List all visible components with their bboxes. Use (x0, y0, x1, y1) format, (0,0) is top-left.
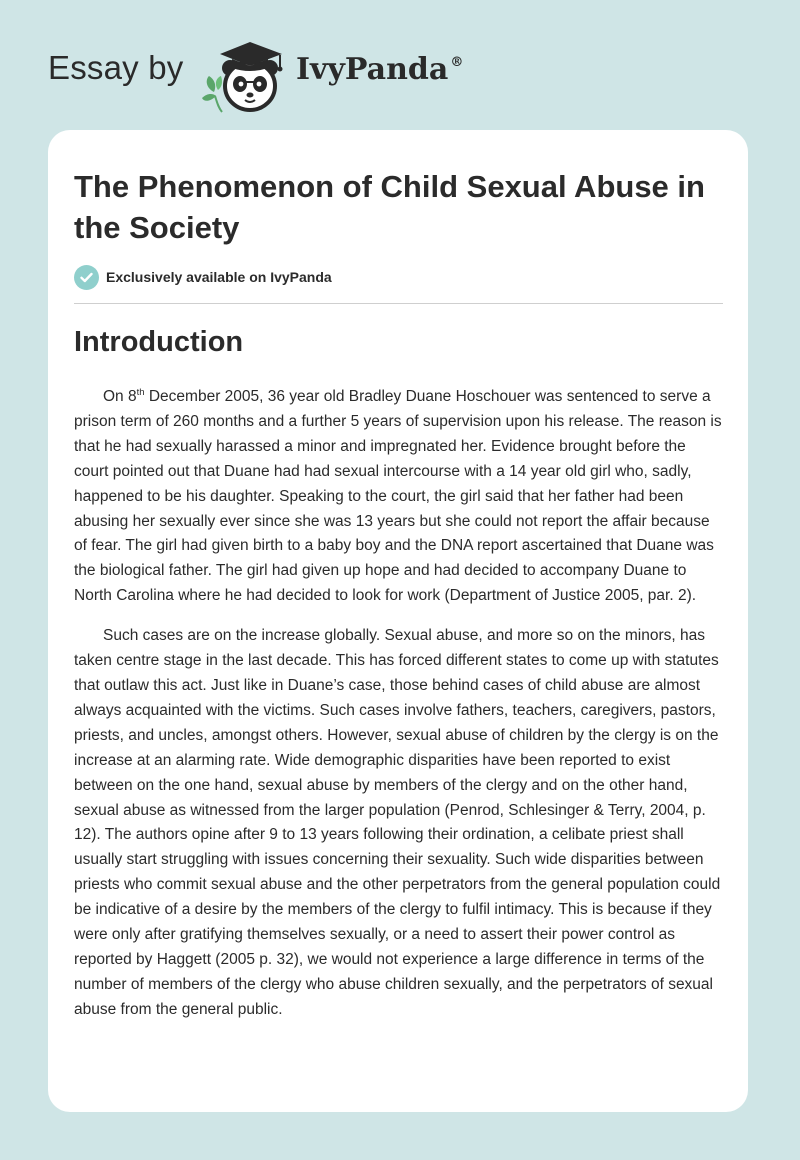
divider (74, 303, 723, 304)
exclusive-badge (74, 264, 332, 290)
registered-mark: ® (450, 55, 464, 70)
brand-name[interactable]: IvyPanda ® (296, 52, 464, 87)
page-title: The Phenomenon of Child Sexual Abuse in the Society (74, 169, 705, 245)
exclusive-badge-label: Exclusively available on IvyPanda (106, 269, 332, 285)
essay-by-label: Essay by (48, 49, 184, 86)
essay-card (48, 130, 748, 1112)
article-body (74, 385, 724, 1038)
section-heading: Introduction (74, 326, 244, 358)
panda-logo-icon[interactable] (200, 34, 292, 114)
paragraph: Such cases are on the increase globally. Sexual abuse, and more so on the minors, has taken centre stage in the last decade. This has forced different states to come up with statutes that outlaw this act. Just like in Duane’s case, those behind cases of child abuse are almost always acquainted with the victims. Such cases involve fathers, teachers, caregivers, pastors, priests, and uncles, amongst others. However, sexual abuse of children by the clergy is on the increase at an alarming rate. Wide demographic disparities have been reported to exist between on the one hand, sexual abuse by members of the clergy and on the other hand, sexual abuse as witnessed from the larger population (Penrod, Schlesinger & Terry, 2004, p. 12). The authors opine after 9 to 13 years following their ordination, a celibate priest shall usually start struggling with issues concerning their sexuality. Such wide disparities between priests who commit sexual abuse and the other perpetrators from the general population could be indicative of a desire by the members of the clergy to fulfil intimacy. This is because if they were only after gratifying themselves sexually, or a need to assert their power control as reported by Haggett (2005 p. 32), we would not experience a large difference in terms of the number of members of the clergy who abuse children sexually, and the perpetrators of sexual abuse from the general public. (74, 627, 721, 1018)
site-header (0, 0, 800, 130)
check-circle-icon (74, 265, 99, 290)
paragraph: On 8th December 2005, 36 year old Bradley Duane Hoschouer was sentenced to serve a prison term of 260 months and a further 5 years of supervision upon his release. The reason is that he had sexually harassed a minor and impregnated her. Evidence brought before the court pointed out that Duane had had sexual intercourse with a 14 year old girl who, sadly, happened to be his daughter. Speaking to the court, the girl said that her father had been abusing her sexually ever since she was 13 years but she could not report the affair because of fear. The girl had given birth to a baby boy and the DNA report ascertained that Duane was the biological father. The girl had given up hope and had decided to accompany Duane to North Carolina where he had decided to look for work (Department of Justice 2005, par. 2). (74, 386, 722, 605)
